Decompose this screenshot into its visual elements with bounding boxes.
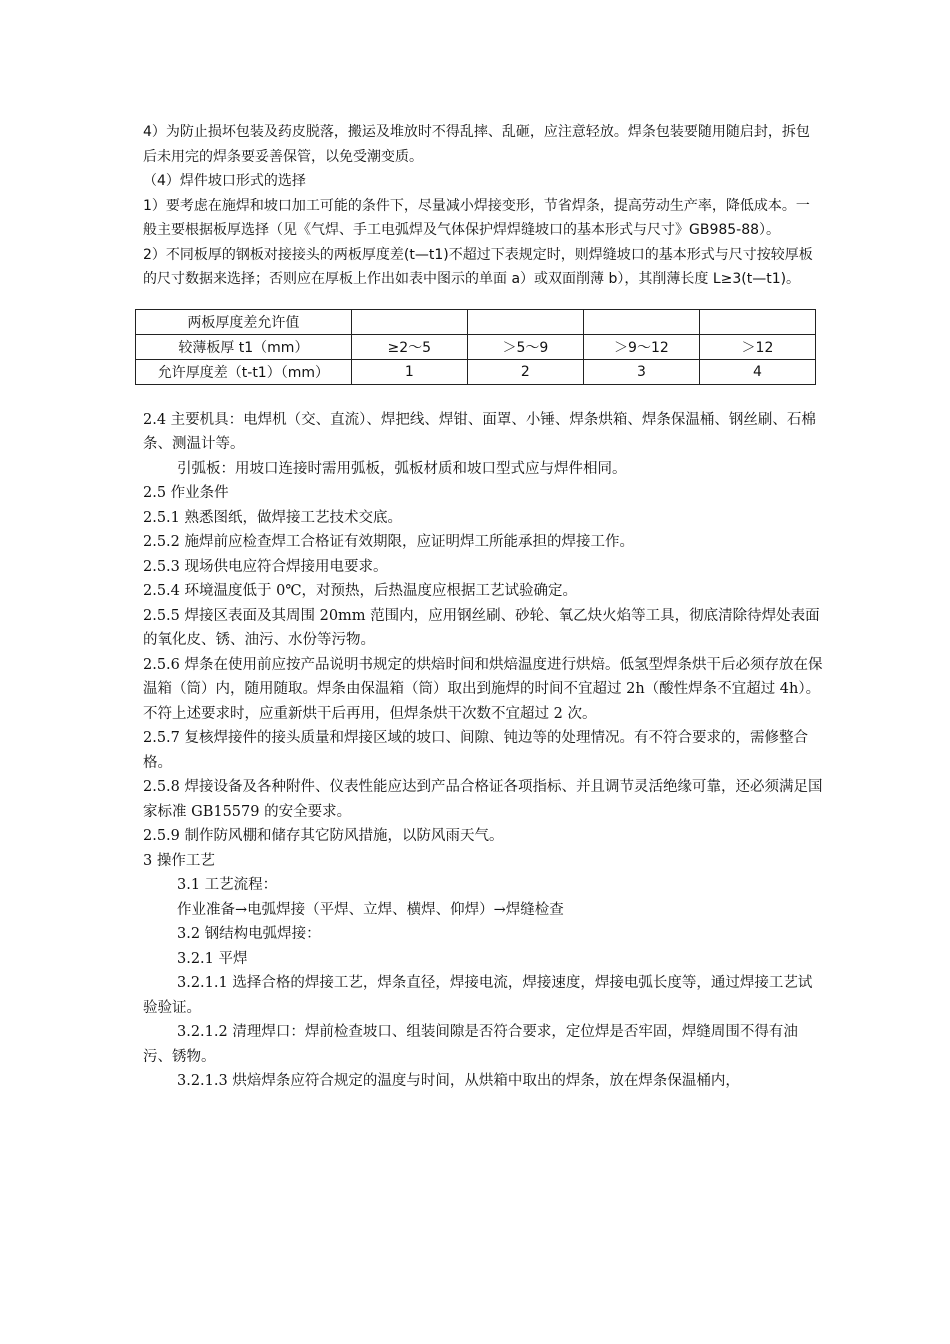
heading-groove-selection: （4）焊件坡口形式的选择	[143, 173, 306, 189]
paragraph-2-5-1: 2.5.1 熟悉图纸，做焊接工艺技术交底。	[143, 509, 403, 526]
table-cell: 2	[467, 359, 583, 384]
process-flow: 作业准备→电弧焊接（平焊、立焊、横焊、仰焊）→焊缝检查	[177, 901, 564, 918]
heading-3-2-1: 3.2.1 平焊	[177, 950, 248, 967]
table-cell: 允许厚度差（t-t1）（mm）	[136, 359, 352, 384]
table-cell: 3	[583, 359, 699, 384]
paragraph-arc-plate: 引弧板：用坡口连接时需用弧板，弧板材质和坡口型式应与焊件相同。	[177, 460, 627, 477]
paragraph-2-5-9: 2.5.9 制作防风棚和储存其它防风措施，以防风雨天气。	[143, 828, 504, 844]
top-section	[143, 120, 823, 292]
table-cell	[351, 309, 467, 334]
paragraph-2-5-4: 2.5.4 环境温度低于 0℃，对预热，后热温度应根据工艺试验确定。	[143, 583, 578, 599]
table-cell: 1	[351, 359, 467, 384]
paragraph-2-5-5: 2.5.5 焊接区表面及其周围 20mm 范围内，应用钢丝刷、砂轮、氧乙炔火焰等工具，彻底清除待焊处表面的氧化皮、锈、油污、水份等污物。	[143, 607, 820, 648]
paragraph-2-5-6: 2.5.6 焊条在使用前应按产品说明书规定的烘焙时间和烘焙温度进行烘焙。低氢型焊条烘干后必须存放在保温箱（筒）内，随用随取。焊条由保温箱（筒）取出到施焊的时间不宜超过 2h（酸性焊条不宜超过 4h）。不符上述要求时，应重新烘干后再用，但焊条烘干次数不宜超过 2 次。	[143, 656, 823, 722]
paragraph-3-2-1-2: 3.2.1.2 清理焊口：焊前检查坡口、组装间隙是否符合要求，定位焊是否牢固，焊缝周围不得有油污、锈物。	[143, 1024, 798, 1065]
table-cell: ＞5～9	[467, 334, 583, 359]
body-section	[143, 408, 823, 1094]
paragraph-2-4: 2.4 主要机具：电焊机（交、直流）、焊把线、焊钳、面罩、小锤、焊条烘箱、焊条保温桶、钢丝刷、石棉条、测温计等。	[143, 411, 816, 452]
table-cell: ＞12	[699, 334, 815, 359]
heading-3-2: 3.2 钢结构电弧焊接：	[177, 926, 321, 942]
table-cell: 4	[699, 359, 815, 384]
table-row	[136, 334, 816, 359]
paragraph-3-2-1-1: 3.2.1.1 选择合格的焊接工艺，焊条直径，焊接电流，焊接速度，焊接电弧长度等，通过焊接工艺试验验证。	[143, 975, 813, 1016]
document-page	[143, 120, 823, 1094]
table-row	[136, 309, 816, 334]
heading-3-1: 3.1 工艺流程：	[177, 877, 278, 893]
table-cell	[699, 309, 815, 334]
paragraph-3-2-1-3: 3.2.1.3 烘焙焊条应符合规定的温度与时间，从烘箱中取出的焊条，放在焊条保温桶内，	[177, 1073, 740, 1089]
heading-3: 3 操作工艺	[143, 852, 215, 869]
paragraph-2-5-3: 2.5.3 现场供电应符合焊接用电要求。	[143, 558, 388, 575]
thickness-table	[135, 309, 816, 385]
table-cell: 较薄板厚 t1（mm）	[136, 334, 352, 359]
paragraph-groove-2: 2）不同板厚的钢板对接接头的两板厚度差(t—t1)不超过下表规定时，则焊缝坡口的基本形式与尺寸按较厚板的尺寸数据来选择；否则应在厚板上作出如表中图示的单面 a）或双面削薄 b），其削薄长度 L≥3(t—t1)。	[143, 246, 813, 287]
paragraph-packaging: 4）为防止损坏包装及药皮脱落，搬运及堆放时不得乱摔、乱砸，应注意轻放。焊条包装要随用随启封，拆包后未用完的焊条要妥善保管，以免受潮变质。	[143, 124, 810, 165]
table-cell	[583, 309, 699, 334]
table-cell: 两板厚度差允许值	[136, 309, 352, 334]
table-cell: ≥2～5	[351, 334, 467, 359]
paragraph-2-5-7: 2.5.7 复核焊接件的接头质量和焊接区域的坡口、间隙、钝边等的处理情况。有不符合要求的，需修整合格。	[143, 730, 808, 771]
heading-2-5: 2.5 作业条件	[143, 485, 229, 501]
table-cell: ＞9～12	[583, 334, 699, 359]
paragraph-2-5-8: 2.5.8 焊接设备及各种附件、仪表性能应达到产品合格证各项指标、并且调节灵活绝缘可靠，还必须满足国家标准 GB15579 的安全要求。	[143, 779, 823, 820]
paragraph-2-5-2: 2.5.2 施焊前应检查焊工合格证有效期限，应证明焊工所能承担的焊接工作。	[143, 534, 635, 550]
table-cell	[467, 309, 583, 334]
paragraph-groove-1: 1）要考虑在施焊和坡口加工可能的条件下，尽量减小焊接变形，节省焊条，提高劳动生产率，降低成本。一般主要根据板厚选择（见《气焊、手工电弧焊及气体保护焊焊缝坡口的基本形式与尺寸》GB985-88）。	[143, 197, 810, 238]
table-row	[136, 359, 816, 384]
